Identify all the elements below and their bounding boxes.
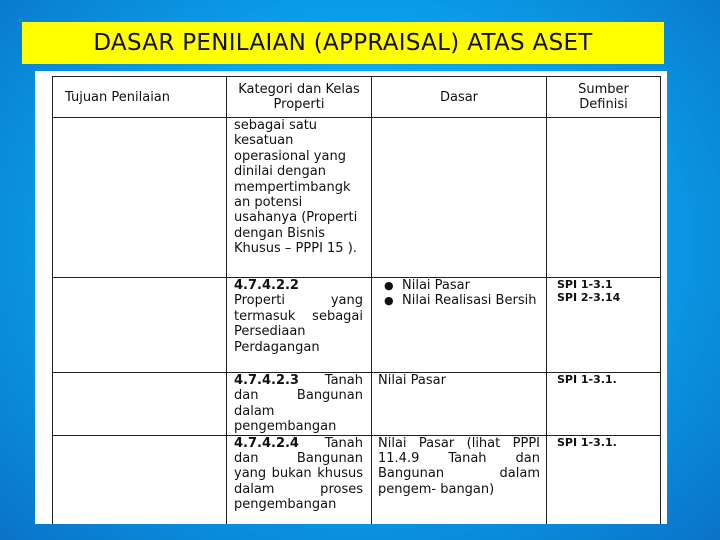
list-item: ● Nilai Realisasi Bersih	[378, 293, 540, 308]
source-ref: SPI 1-3.1.	[557, 373, 617, 386]
kategori-text: Tanah dan Bangunan yang bukan khusus dalam proses pengembangan	[234, 435, 363, 513]
table-row	[53, 118, 661, 278]
cell-kategori	[227, 118, 372, 278]
header-sumber: Sumber Definisi	[547, 77, 661, 118]
table-row	[53, 278, 661, 373]
appraisal-table	[52, 76, 661, 524]
cell-kategori	[227, 373, 372, 436]
header-kategori: Kategori dan Kelas Properti	[227, 77, 372, 118]
section-code: 4.7.4.2.4	[234, 435, 299, 451]
cell-tujuan	[53, 278, 227, 373]
cell-dasar	[372, 373, 547, 436]
cell-sumber	[547, 373, 661, 436]
cell-tujuan	[53, 373, 227, 436]
cell-tujuan	[53, 435, 227, 524]
header-dasar: Dasar	[372, 77, 547, 118]
document-sheet	[35, 71, 667, 524]
cell-sumber	[547, 278, 661, 373]
kategori-text: sebagai satu kesatuan operasional yang dinilai dengan mempertimbangk an potensi usahanya (Properti dengan Bisnis Khusus – PPPI 15 ).	[234, 118, 358, 257]
section-code: 4.7.4.2.3	[234, 373, 299, 388]
cell-kategori	[227, 278, 372, 373]
table-row	[53, 435, 661, 524]
section-code: 4.7.4.2.2	[234, 278, 299, 293]
kategori-text: Properti yang termasuk sebagai Persediaan Perdagangan	[234, 293, 363, 355]
cell-kategori	[227, 435, 372, 524]
title-banner	[22, 22, 664, 64]
table-row	[53, 373, 661, 436]
dasar-list	[378, 278, 540, 309]
source-ref: SPI 1-3.1	[557, 278, 613, 291]
slide-title: DASAR PENILAIAN (APPRAISAL) ATAS ASET	[93, 30, 593, 56]
cell-sumber	[547, 118, 661, 278]
dasar-text: Nilai Pasar	[378, 373, 446, 388]
list-item: ● Nilai Pasar	[378, 278, 540, 293]
cell-sumber	[547, 435, 661, 524]
cell-dasar	[372, 435, 547, 524]
kategori-text: Tanah dan Bangunan dalam pengembangan	[234, 373, 363, 435]
header-row	[53, 77, 661, 118]
source-ref: SPI 1-3.1.	[557, 435, 617, 449]
source-ref: SPI 2-3.14	[557, 291, 621, 304]
cell-dasar	[372, 278, 547, 373]
dasar-text: Nilai Pasar (lihat PPPI 11.4.9 Tanah dan Bangunan dalam pengem- bangan)	[378, 435, 540, 497]
cell-tujuan	[53, 118, 227, 278]
header-tujuan: Tujuan Penilaian	[53, 77, 227, 118]
cell-dasar	[372, 118, 547, 278]
